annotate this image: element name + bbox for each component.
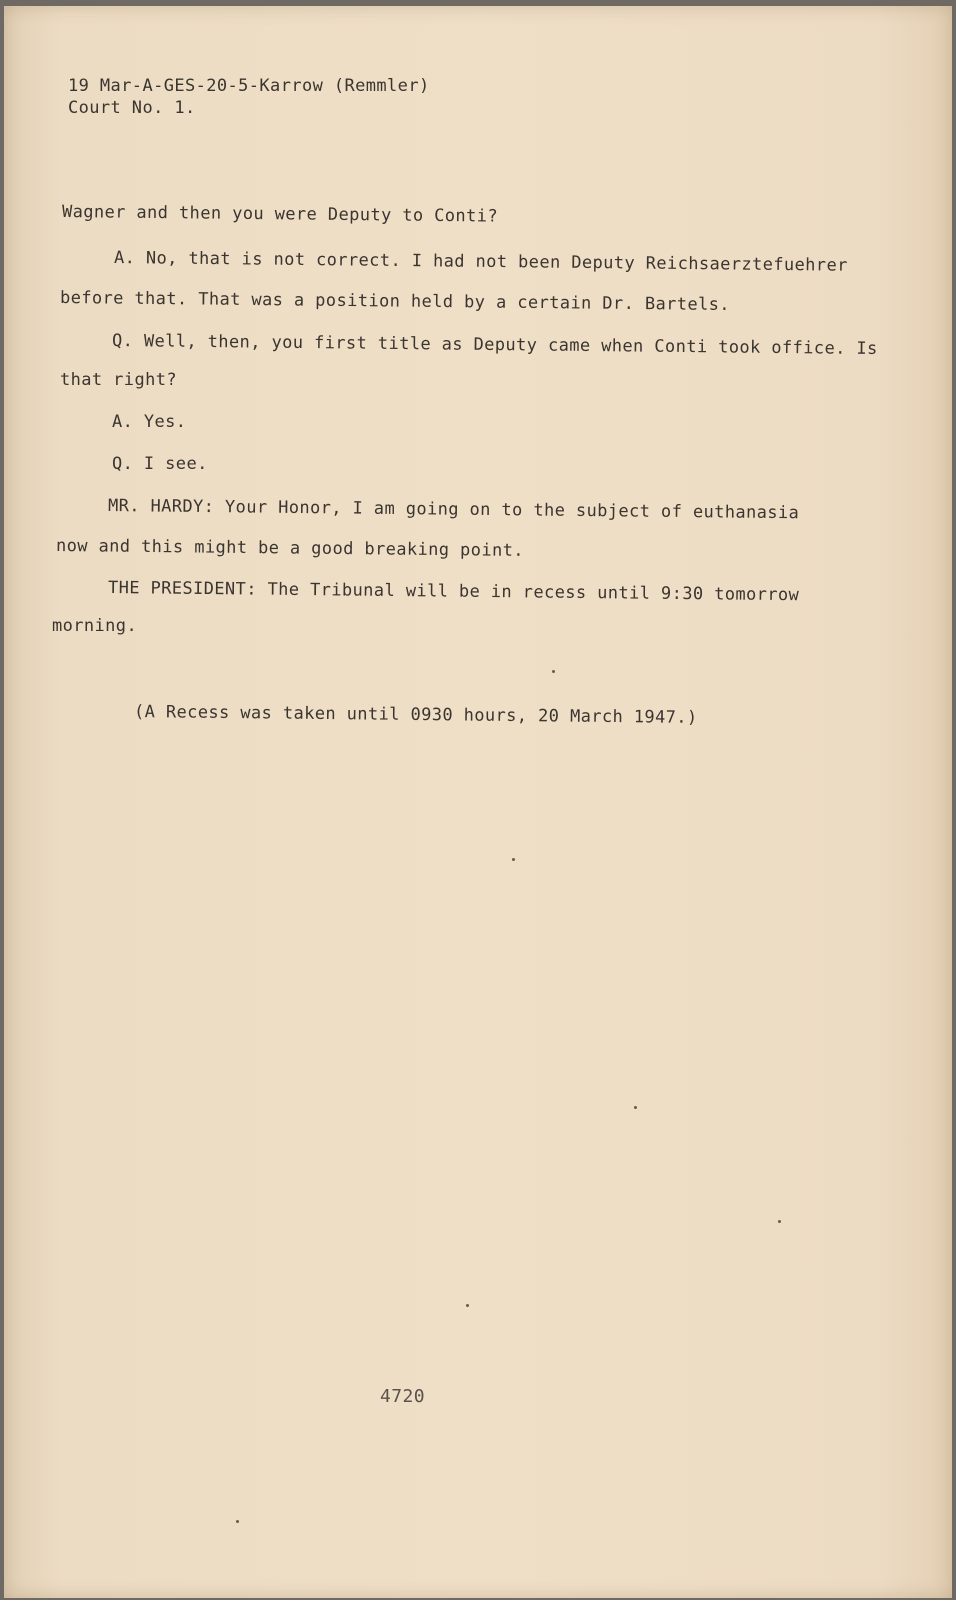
transcript-line: Q. I see. [112, 454, 208, 474]
header-case-reference: 19 Mar-A-GES-20-5-Karrow (Remmler) [68, 76, 430, 96]
transcript-line: A. Yes. [112, 412, 187, 432]
transcript-line: before that. That was a position held by a certain Dr. Bartels. [59, 288, 731, 316]
header-court-number: Court No. 1. [68, 98, 196, 118]
transcript-line: now and this might be a good breaking point. [55, 536, 525, 561]
paper-speck [512, 858, 515, 861]
paper-speck [552, 670, 555, 673]
transcript-line: Wagner and then you were Deputy to Conti? [61, 202, 499, 227]
transcript-line: A. No, that is not correct. I had not been Deputy Reichsaerztefuehrer [113, 248, 848, 276]
recess-note: (A Recess was taken until 0930 hours, 20 March 1947.) [133, 702, 698, 728]
transcript-line: THE PRESIDENT: The Tribunal will be in recess until 9:30 tomorrow [107, 578, 800, 606]
document-page [4, 6, 952, 1598]
page-number: 4720 [380, 1386, 425, 1407]
paper-speck [778, 1220, 781, 1223]
transcript-line: morning. [52, 616, 138, 636]
paper-speck [634, 1106, 637, 1109]
transcript-line: MR. HARDY: Your Honor, I am going on to the subject of euthanasia [107, 496, 800, 524]
paper-speck [466, 1304, 469, 1307]
transcript-line: that right? [60, 370, 177, 390]
paper-speck [236, 1520, 239, 1523]
transcript-line: Q. Well, then, you first title as Deputy came when Conti took office. Is [111, 331, 878, 360]
